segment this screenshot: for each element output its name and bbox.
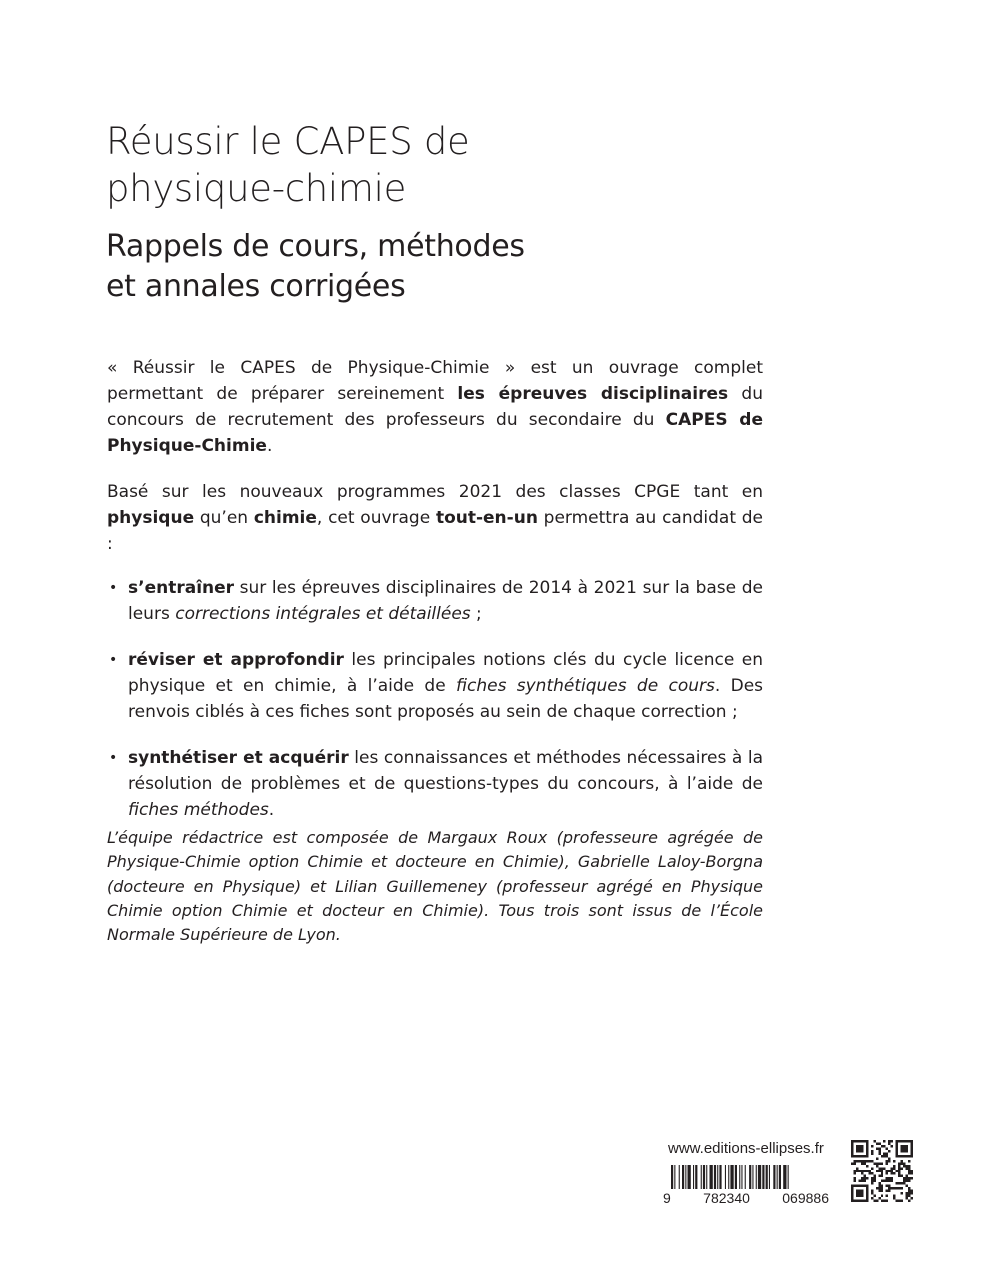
bold-text: CAPES de Physique-Chimie <box>107 410 763 456</box>
intro-paragraph-2 <box>107 479 763 557</box>
bullet-icon: • <box>109 652 118 668</box>
bold-text: réviser et approfondir <box>128 650 344 670</box>
text-run: , cet ouvrage <box>316 508 436 528</box>
text-run: « Réussir le CAPES de Physique-Chimie » est un ouvrage complet permettant de préparer sereinement <box>107 358 763 404</box>
bullet-icon: • <box>109 750 118 766</box>
isbn-prefix: 9 <box>663 1190 671 1206</box>
text-run: permettra au candidat de : <box>107 508 763 554</box>
text-run: . <box>266 436 273 456</box>
isbn-number <box>661 1190 831 1206</box>
bold-text: s’entraîner <box>128 578 235 598</box>
book-title <box>106 118 806 212</box>
italic-text: fiches méthodes <box>128 800 269 820</box>
qr-code-icon[interactable] <box>851 1140 913 1202</box>
list-item <box>107 745 763 823</box>
description <box>107 355 763 843</box>
intro-paragraph-1 <box>107 355 763 459</box>
text-run: du concours de recrutement des professeurs du secondaire du <box>107 384 763 430</box>
bullet-icon: • <box>109 580 118 596</box>
bold-text: tout-en-un <box>435 508 538 528</box>
book-subtitle <box>106 227 806 307</box>
text-run: . Des renvois ciblés à ces fiches sont proposés au sein de chaque correction ; <box>128 676 764 722</box>
text-run: les connaissances et méthodes nécessaires à la résolution de problèmes et de questions-types du concours, à l’aide de <box>128 748 763 794</box>
authors-section <box>107 826 763 947</box>
text-run: . <box>268 800 275 820</box>
bold-text: les épreuves disciplinaires <box>457 384 729 404</box>
text-run: les principales notions clés du cycle licence en physique et en chimie, à l’aide de <box>128 650 763 696</box>
bold-text: physique <box>107 508 195 528</box>
italic-text: corrections intégrales et détaillées <box>175 604 471 624</box>
isbn-group-2: 069886 <box>782 1190 829 1206</box>
subtitle-line-1: Rappels de cours, méthodes <box>106 229 525 264</box>
list-item <box>107 647 763 725</box>
text-run: ; <box>470 604 482 624</box>
list-item <box>107 575 763 627</box>
subtitle-line-2: et annales corrigées <box>106 269 406 304</box>
italic-text: fiches synthétiques de cours <box>456 676 715 696</box>
bold-text: chimie <box>253 508 317 528</box>
text-run: qu’en <box>194 508 254 528</box>
title-line-1: Réussir le CAPES de <box>106 120 470 163</box>
bold-text: synthétiser et acquérir <box>128 748 349 768</box>
publisher-url[interactable]: www.editions-ellipses.fr <box>668 1140 824 1157</box>
isbn-group-1: 782340 <box>703 1190 750 1206</box>
authors-paragraph: L’équipe rédactrice est composée de Margaux Roux (professeure agrégée de Physique-Chimie option Chimie et docteure en Chimie), Gabrielle Laloy-Borgna (docteure en Physique) et Lilian Guillemeney (professeur agrégé en Physique Chimie option Chimie et docteur en Chimie). Tous trois sont issus de l’École Normale Supérieure de Lyon. <box>107 828 763 945</box>
title-line-2: physique-chimie <box>106 167 407 210</box>
text-run: Basé sur les nouveaux programmes 2021 des classes CPGE tant en <box>107 482 763 502</box>
text-run: sur les épreuves disciplinaires de 2014 à 2021 sur la base de leurs <box>128 578 763 624</box>
feature-list <box>107 575 763 823</box>
